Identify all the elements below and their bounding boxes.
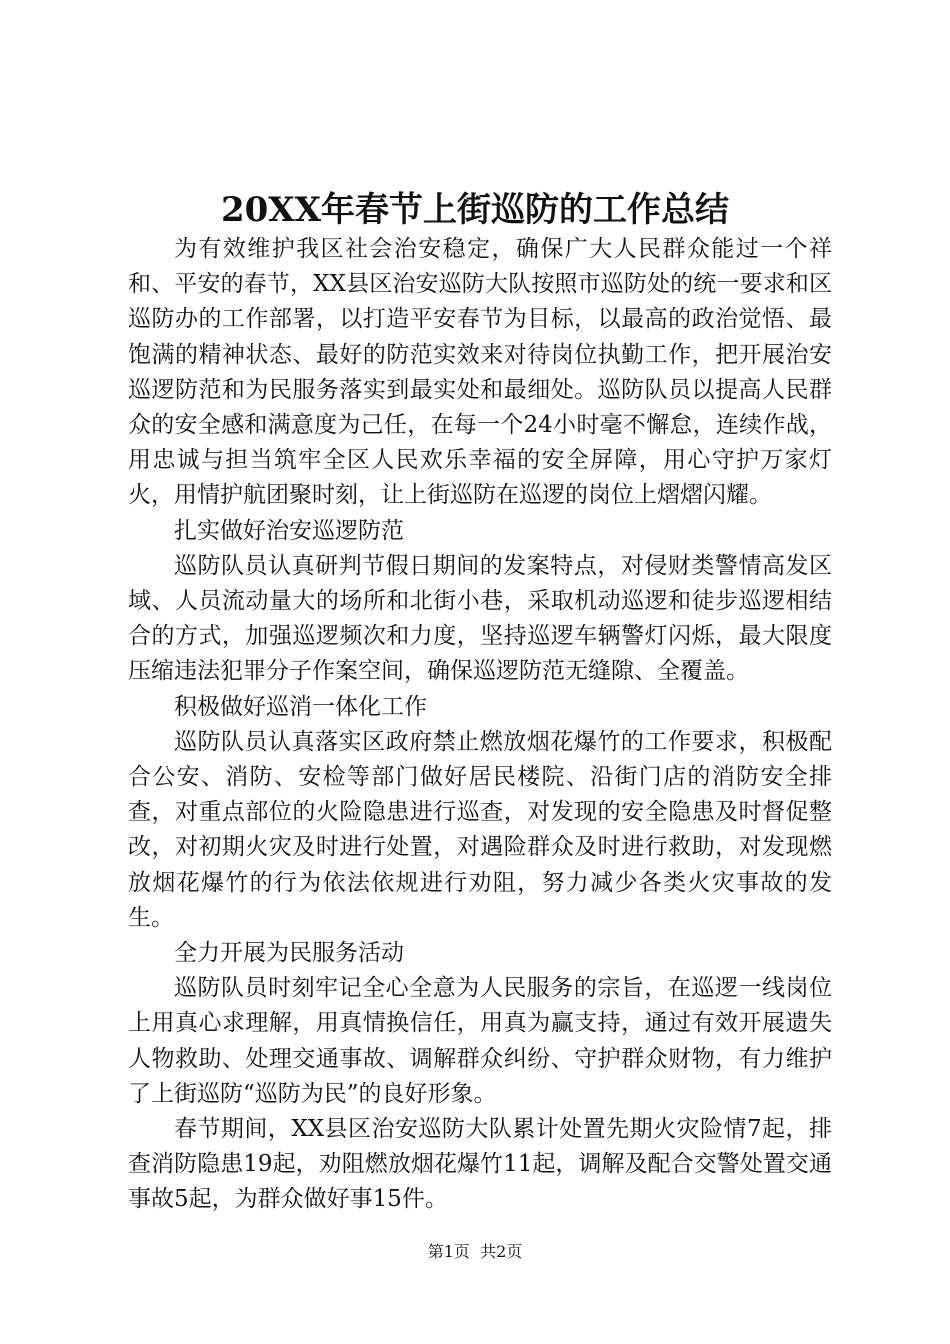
section-heading-service: 全力开展为民服务活动 xyxy=(174,940,404,967)
summary-paragraph: 春节期间，XX县区治安巡防大队累计处置先期火灾险情7起，排查消防隐患19起，劝阻燃放烟花爆竹11起，调解及配合交警处置交通事故5起，为群众做好事15件。 xyxy=(128,1116,832,1213)
fire-paragraph: 巡防队员认真落实区政府禁止燃放烟花爆竹的工作要求，积极配合公安、消防、安检等部门做好居民楼院、沿街门店的消防安全排查，对重点部位的火险隐患进行巡查，对发现的安全隐患及时督促整改，对初期火灾及时进行处置，对遇险群众及时进行救助，对发现燃放烟花爆竹的行为依法依规进行劝阻，努力减少各类火灾事故的发生。 xyxy=(128,728,832,931)
section-heading-patrol: 扎实做好治安巡逻防范 xyxy=(174,517,404,544)
intro-paragraph: 为有效维护我区社会治安稳定，确保广大人民群众能过一个祥和、平安的春节，XX县区治安巡防大队按照市巡防处的统一要求和区巡防办的工作部署，以打造平安春节为目标，以最高的政治觉悟、最饱满的精神状态、最好的防范实效来对待岗位执勤工作，把开展治安巡逻防范和为民服务落实到最实处和最细处。巡防队员以提高人民群众的安全感和满意度为己任，在每一个24小时毫不懈怠，连续作战，用忠诚与担当筑牢全区人民欢乐幸福的安全屏障，用心守护万家灯火，用情护航团聚时刻，让上街巡防在巡逻的岗位上熠熠闪耀。 xyxy=(128,236,832,509)
document-title: 20XX年春节上街巡防的工作总结 xyxy=(220,190,730,230)
patrol-paragraph: 巡防队员认真研判节假日期间的发案特点，对侵财类警情高发区域、人员流动量大的场所和北街小巷，采取机动巡逻和徒步巡逻相结合的方式，加强巡逻频次和力度，坚持巡逻车辆警灯闪烁，最大限度压缩违法犯罪分子作案空间，确保巡逻防范无缝隙、全覆盖。 xyxy=(128,552,832,685)
service-paragraph: 巡防队员时刻牢记全心全意为人民服务的宗旨，在巡逻一线岗位上用真心求理解，用真情换信任，用真为赢支持，通过有效开展遗失人物救助、处理交通事故、调解群众纠纷、守护群众财物，有力维护了上街巡防“巡防为民”的良好形象。 xyxy=(128,975,832,1107)
section-heading-fire: 积极做好巡消一体化工作 xyxy=(174,693,427,720)
document-body xyxy=(128,232,832,1218)
page-number-footer: 第1页 共2页 xyxy=(427,1242,523,1261)
